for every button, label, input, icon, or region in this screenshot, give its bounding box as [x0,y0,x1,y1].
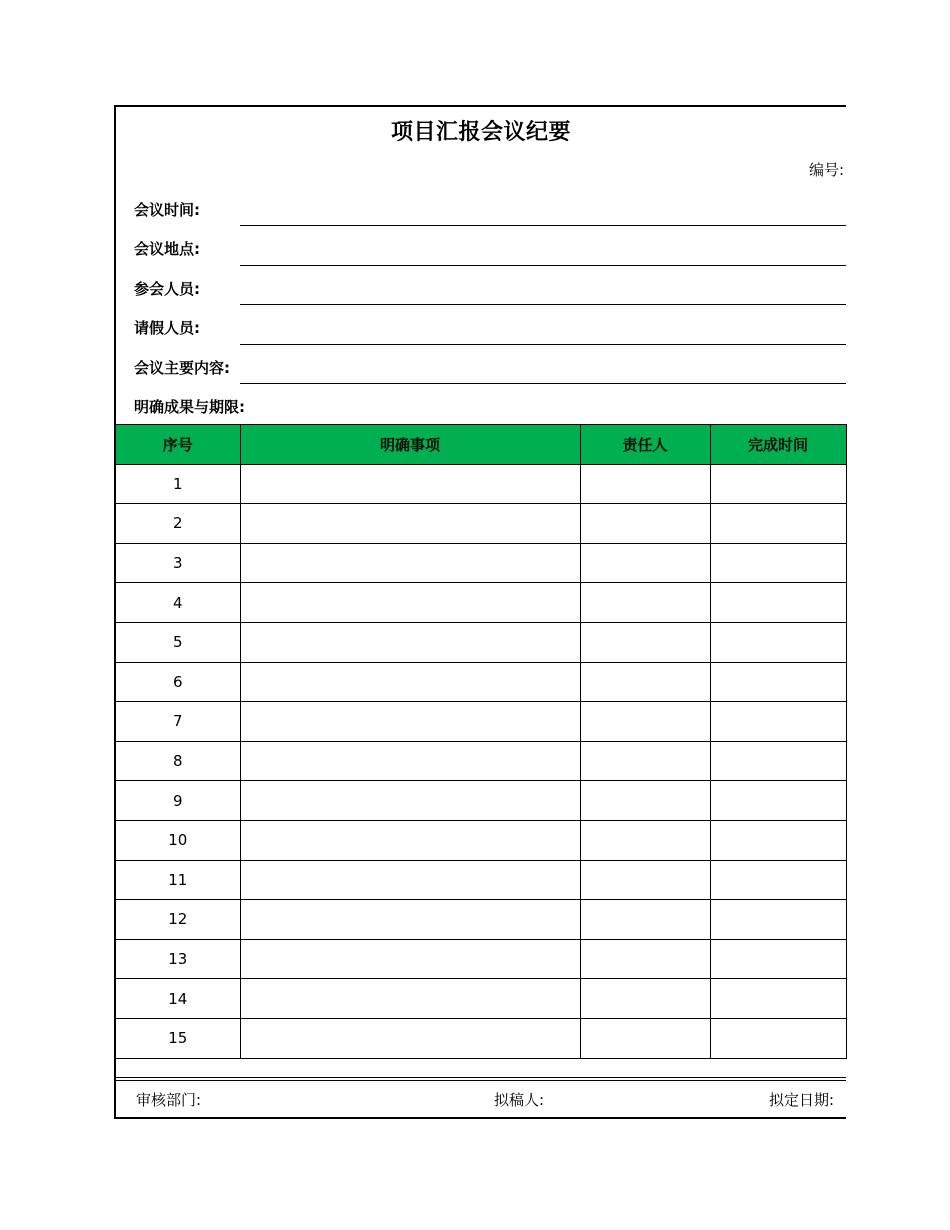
action-items-table [116,424,847,1059]
row-item-cell[interactable] [240,939,580,979]
row-item-cell[interactable] [240,543,580,583]
row-due-time-cell[interactable] [710,939,846,979]
table-row [116,543,846,583]
row-index: 2 [116,504,240,544]
row-item-cell[interactable] [240,464,580,504]
row-index: 1 [116,464,240,504]
drafter-label: 拟稿人: [494,1091,545,1109]
table-row [116,504,846,544]
row-index: 10 [116,820,240,860]
page-title: 项目汇报会议纪要 [390,120,571,145]
table-row [116,820,846,860]
row-owner-cell[interactable] [580,583,710,623]
attendees-label: 参会人员: [134,280,200,298]
row-due-time-cell[interactable] [710,1018,846,1058]
row-index: 5 [116,622,240,662]
row-owner-cell[interactable] [580,939,710,979]
row-due-time-cell[interactable] [710,622,846,662]
col-header-owner: 责任人 [580,425,710,465]
row-index: 15 [116,1018,240,1058]
row-owner-cell[interactable] [580,702,710,742]
row-due-time-cell[interactable] [710,504,846,544]
row-index: 9 [116,781,240,821]
row-index: 11 [116,860,240,900]
row-owner-cell[interactable] [580,820,710,860]
row-item-cell[interactable] [240,820,580,860]
row-owner-cell[interactable] [580,979,710,1019]
row-due-time-cell[interactable] [710,979,846,1019]
row-owner-cell[interactable] [580,900,710,940]
row-index: 7 [116,702,240,742]
row-item-cell[interactable] [240,741,580,781]
footer-divider [116,1077,846,1081]
row-item-cell[interactable] [240,781,580,821]
table-header-row [116,425,846,465]
row-item-cell[interactable] [240,504,580,544]
table-row [116,464,846,504]
row-owner-cell[interactable] [580,464,710,504]
table-row [116,900,846,940]
review-department-label: 审核部门: [136,1091,202,1109]
results-deadline-label: 明确成果与期限: [134,398,245,416]
row-due-time-cell[interactable] [710,900,846,940]
table-row [116,741,846,781]
table-row [116,781,846,821]
meeting-time-label: 会议时间: [134,201,200,219]
absentees-label: 请假人员: [134,319,200,337]
row-due-time-cell[interactable] [710,543,846,583]
row-item-cell[interactable] [240,1018,580,1058]
row-owner-cell[interactable] [580,860,710,900]
col-header-item: 明确事项 [240,425,580,465]
row-item-cell[interactable] [240,900,580,940]
row-item-cell[interactable] [240,622,580,662]
row-owner-cell[interactable] [580,543,710,583]
meeting-location-field[interactable] [240,265,846,266]
row-owner-cell[interactable] [580,741,710,781]
meeting-location-label: 会议地点: [134,240,200,258]
row-index: 6 [116,662,240,702]
attendees-field[interactable] [240,304,846,305]
table-row [116,702,846,742]
row-index: 12 [116,900,240,940]
row-owner-cell[interactable] [580,662,710,702]
drafted-date-label: 拟定日期: [768,1091,834,1109]
table-row [116,979,846,1019]
row-due-time-cell[interactable] [710,464,846,504]
row-item-cell[interactable] [240,662,580,702]
col-header-due-time: 完成时间 [710,425,846,465]
table-row [116,622,846,662]
row-owner-cell[interactable] [580,1018,710,1058]
table-row [116,583,846,623]
row-due-time-cell[interactable] [710,820,846,860]
row-owner-cell[interactable] [580,622,710,662]
row-due-time-cell[interactable] [710,781,846,821]
table-row [116,662,846,702]
col-header-index: 序号 [116,425,240,465]
main-content-field[interactable] [240,383,846,384]
row-index: 8 [116,741,240,781]
row-due-time-cell[interactable] [710,741,846,781]
table-row [116,860,846,900]
row-item-cell[interactable] [240,702,580,742]
serial-number-label: 编号: [808,161,844,179]
meeting-time-field[interactable] [240,225,846,226]
row-owner-cell[interactable] [580,781,710,821]
row-index: 14 [116,979,240,1019]
row-due-time-cell[interactable] [710,662,846,702]
table-row [116,939,846,979]
row-owner-cell[interactable] [580,504,710,544]
row-index: 3 [116,543,240,583]
row-index: 13 [116,939,240,979]
row-item-cell[interactable] [240,860,580,900]
absentees-field[interactable] [240,344,846,345]
row-due-time-cell[interactable] [710,583,846,623]
table-row [116,1018,846,1058]
row-due-time-cell[interactable] [710,702,846,742]
row-due-time-cell[interactable] [710,860,846,900]
meeting-minutes-form [114,105,846,1119]
row-index: 4 [116,583,240,623]
main-content-label: 会议主要内容: [134,359,230,377]
row-item-cell[interactable] [240,979,580,1019]
row-item-cell[interactable] [240,583,580,623]
